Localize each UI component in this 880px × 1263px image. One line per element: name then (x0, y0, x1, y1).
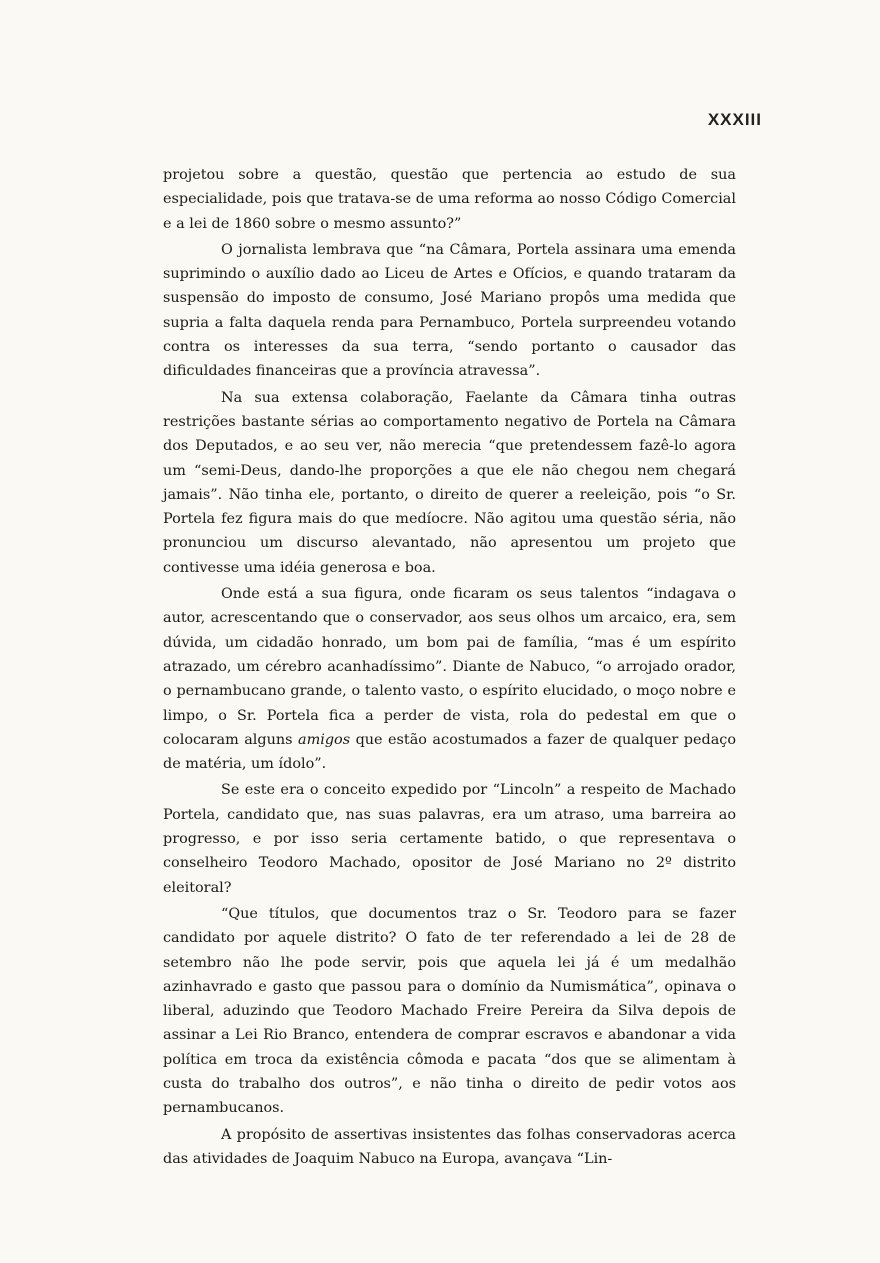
paragraph: Se este era o conceito expedido por “Lincoln” a respeito de Machado Portela, candidato que, nas suas palavras, era um atraso, uma barreira ao progresso, e por isso seria certamente batido, o que representava o conselheiro Teodoro Machado, opositor de José Mariano no 2º distrito eleitoral? (163, 782, 736, 896)
paragraph (163, 582, 736, 776)
paragraph-text: Onde está a sua figura, onde ficaram os seus talentos “indagava o autor, acrescentando que o conservador, aos seus olhos um arcaico, era, sem dúvida, um cidadão honrado, um bom pai de família, “mas é um espírito atrazado, um cérebro acanhadíssimo”. Diante de Nabuco, “o arrojado orador, o pernambucano grande, o talento vasto, o espírito elucidado, o moço nobre e limpo, o Sr. Portela fica a perder de vista, rola do pedestal em que o colocaram alguns (163, 586, 736, 748)
body-text (163, 163, 736, 1171)
paragraph: O jornalista lembrava que “na Câmara, Portela assinara uma emenda suprimindo o auxílio dado ao Liceu de Artes e Ofícios, e quando trataram da suspensão do imposto de consumo, José Mariano propôs uma medida que supria a falta daquela renda para Pernambuco, Portela surpreendeu votando contra os interesses da sua terra, “sendo portanto o causador das dificuldades financeiras que a província atravessa”. (163, 241, 736, 380)
paragraph: A propósito de assertivas insistentes das folhas conservadoras acerca das atividades de Joaquim Nabuco na Europa, avançava “Lin- (163, 1126, 736, 1167)
paragraph: “Que títulos, que documentos traz o Sr. Teodoro para se fazer candidato por aquele distrito? O fato de ter referendado a lei de 28 de setembro não lhe pode servir, pois que aquela lei já é um medalhão azinhavrado e gasto que passou para o domínio da Numismática”, opinava o liberal, aduzindo que Teodoro Machado Freire Pereira da Silva depois de assinar a Lei Rio Branco, entendera de comprar escravos e abandonar a vida política em troca da existência cômoda e pacata “dos que se alimentam à custa do trabalho dos outros”, e não tinha o direito de pedir votos aos pernambucanos. (163, 905, 736, 1117)
paragraph-text: que estão acostumados a fazer de qualquer pedaço de matéria, um ídolo”. (163, 731, 736, 773)
paragraph: Na sua extensa colaboração, Faelante da Câmara tinha outras restrições bastante sérias ao comportamento negativo de Portela na Câmara dos Deputados, e ao seu ver, não merecia “que pretendessem fazê-lo agora um “semi-Deus, dando-lhe proporções a que ele não chegou nem chegará jamais”. Não tinha ele, portanto, o direito de querer a reeleição, pois “o Sr. Portela fez figura mais do que medíocre. Não agitou uma questão séria, não pronunciou um discurso alevantado, não apresentou um projeto que contivesse uma idéia generosa e boa. (163, 389, 736, 576)
emphasized-word: amigos (298, 731, 351, 748)
paragraph: projetou sobre a questão, questão que pertencia ao estudo de sua especialidade, pois que tratava-se de uma reforma ao nosso Código Comercial e a lei de 1860 sobre o mesmo assunto?” (163, 167, 736, 232)
page-number: XXXIII (707, 110, 762, 129)
